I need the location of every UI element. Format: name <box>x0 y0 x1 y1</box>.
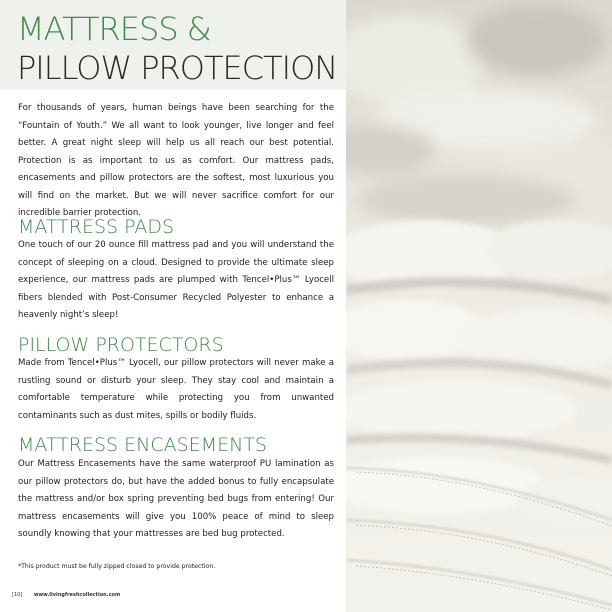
pillow-protectors-body: Made from Tencel•Plus™ Lyocell, our pillow protectors will never make a rustling sound or disturb your sleep. They stay cool and maintain a comfortable temperature while protecting you from unwanted contaminants such as dust mites, spills or bodily fluids. <box>18 358 334 421</box>
pillow-protectors-heading: PILLOW PROTECTORS <box>18 334 224 356</box>
intro-paragraph: For thousands of years, human beings have been searching for the “Fountain of Youth.” We all want to look younger, live longer and feel better. A great night sleep will help us all reach our best potential. Protection is as important to us as comfort. Our mattress pads, encasements and pillow protectors are the softest, most luxurious you will find on the market. But we will never sacrifice comfort for our incredible barrier protection. <box>18 103 334 218</box>
bedding-photo <box>346 0 612 612</box>
page-footer <box>12 592 120 598</box>
mattress-encasements-body: Our Mattress Encasements have the same waterproof PU lamination as our pillow protectors do, but have the added bonus to fully encapsulate the mattress and/or box spring preventing bed bugs from entering! Our mattress encasements will give you 100% peace of mind to sleep soundly knowing that your mattresses are bed bug protected. <box>18 459 334 539</box>
mattress-pads-body: One touch of our 20 ounce fill mattress pad and you will understand the concept of sleeping on a cloud. Designed to provide the ultimate sleep experience, our mattress pads are plumped with Tencel•Plus™ Lyocell fibers blended with Post-Consumer Recycled Polyester to enhance a heavenly night’s sleep! <box>18 240 334 320</box>
mattress-pads-heading: MATTRESS PADS <box>18 216 175 238</box>
quilted-bedding-illustration <box>346 0 612 612</box>
page-title-line-1: MATTRESS & <box>17 10 211 48</box>
page-title-line-2: PILLOW PROTECTION <box>17 49 338 87</box>
page-number: [10] <box>12 592 23 598</box>
mattress-encasements-heading: MATTRESS ENCASEMENTS <box>18 434 267 456</box>
footnote: *This product must be fully zipped closed to provide protection. <box>18 563 216 570</box>
website-link[interactable]: www.livingfreshcollection.com <box>33 592 121 598</box>
